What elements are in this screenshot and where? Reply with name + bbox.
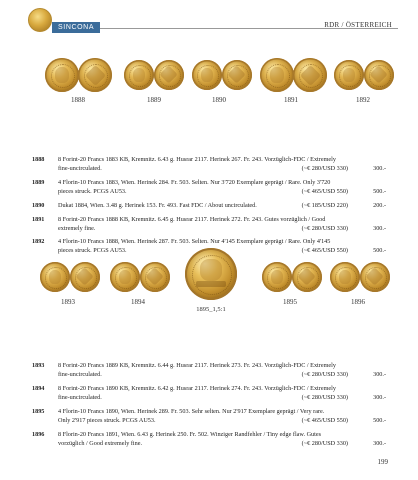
page-header [0,0,418,44]
lot-description: 8 Forint-20 Francs 1888 KB, Kremnitz. 6.45 g. Husrar 2117. Herinek 272. Fr. 243. Gutes vorzüglich / Good extremely fine. [58,216,326,232]
coin-obverse-icon [45,58,79,92]
coin-reverse-icon [222,60,252,90]
lot-estimate: (~€ 280/USD 330) [301,224,348,232]
lot-number: 1890 [32,202,45,209]
lot-number: 1895 [32,408,45,415]
lot-estimate: (~€ 465/USD 550) [301,246,348,254]
brand-label: SINCONA [52,22,100,33]
coin-obverse-icon [110,262,140,292]
lot-description: 8 Florin-20 Francs 1891, Wien. 6.43 g. Herinek 250. Fr. 502. Winziger Randfehler / Tiny edge flaw. Gutes vorzüglich / Good extremely fine. [58,431,322,447]
lot-price: 300.- [373,439,386,447]
lot-number: 1894 [32,385,45,392]
lot-number: 1896 [32,431,45,438]
lot-description: Dukat 1884, Wien. 3.48 g. Herinek 153. Fr. 493. Fast FDC / About uncirculated. [58,202,257,209]
lot-estimate: (~€ 280/USD 330) [301,439,348,447]
coin-obverse-icon [40,262,70,292]
coin-reverse-icon [70,262,100,292]
coin-year-label: 1896 [351,298,365,306]
lot-estimate: (~€ 465/USD 550) [301,416,348,424]
coin-year-label: 1889 [147,96,161,104]
lot-price: 300.- [373,370,386,378]
coin-obverse-icon [330,262,360,292]
coin-obverse-icon [334,60,364,90]
lot-price: 500.- [373,187,386,195]
lot-description: 8 Forint-20 Francs 1889 KB, Kremnitz. 6.44 g. Husrar 2117. Herinek 273. Fr. 243. Vorzüglich-FDC / Extremely fine-uncirculated. [58,362,336,378]
section-title: RDR / ÖSTERREICH [324,21,392,29]
lot-price: 300.- [373,393,386,401]
coin-enlargement-caption: 1895_1,5:1 [196,306,226,313]
large-coin-detail-icon [185,248,237,300]
lot-price: 500.- [373,246,386,254]
lot-description: 4 Florin-10 Francs 1888, Wien. Herinek 287. Fr. 503. Selten. Nur 4'145 Exemplare geprägt / Rare. Only 4'145 pieces struck. PCGS AU53. [58,238,331,254]
lot-number: 1892 [32,238,45,245]
lot-price: 500.- [373,416,386,424]
coin-logo-icon [28,8,52,32]
lot-number: 1889 [32,179,45,186]
lot-price: 300.- [373,164,386,172]
lot-price: 200.- [373,202,386,209]
lot-description: 4 Florin-10 Francs 1890, Wien. Herinek 289. Fr. 503. Sehr selten. Nur 2'917 Exemplare geprägt / Very rare. Only 2'917 pieces struck. PCGS AU53. [58,408,325,424]
coin-year-label: 1891 [284,96,298,104]
coin-reverse-icon [293,58,327,92]
lot-price: 300.- [373,224,386,232]
lot-estimate: (~€ 280/USD 330) [301,370,348,378]
coin-reverse-icon [154,60,184,90]
lot-number: 1888 [32,156,45,163]
coin-reverse-icon [78,58,112,92]
coin-reverse-icon [364,60,394,90]
coin-obverse-icon [260,58,294,92]
coin-reverse-icon [140,262,170,292]
coin-year-label: 1893 [61,298,75,306]
lot-estimate: (~€ 280/USD 330) [301,164,348,172]
lot-number: 1891 [32,216,45,223]
lot-number: 1893 [32,362,45,369]
lot-description: 8 Forint-20 Francs 1890 KB, Kremnitz. 6.42 g. Husrar 2117. Herinek 274. Fr. 243. Vorzüglich-FDC / Extremely fine-uncirculated. [58,385,336,401]
lot-estimate: (~€ 185/USD 220) [301,202,348,209]
coin-obverse-icon [192,60,222,90]
coin-obverse-icon [124,60,154,90]
lot-estimate: (~€ 465/USD 550) [301,187,348,195]
coin-year-label: 1888 [71,96,85,104]
coin-year-label: 1892 [356,96,370,104]
lot-description: 4 Florin-10 Francs 1883, Wien. Herinek 284. Fr. 503. Selten. Nur 3'720 Exemplare geprägt / Rare. Only 3'720 pieces struck. PCGS AU53. [58,179,331,195]
lot-description: 8 Forint-20 Francs 1883 KB, Kremnitz. 6.43 g. Husrar 2117. Herinek 267. Fr. 243. Vorzüglich-FDC / Extremely fine-uncirculated. [58,156,336,172]
coin-obverse-icon [262,262,292,292]
page-number: 199 [377,458,388,466]
coin-reverse-icon [292,262,322,292]
coin-year-label: 1895 [283,298,297,306]
coin-reverse-icon [360,262,390,292]
lot-estimate: (~€ 280/USD 330) [301,393,348,401]
coin-year-label: 1890 [212,96,226,104]
coin-year-label: 1894 [131,298,145,306]
